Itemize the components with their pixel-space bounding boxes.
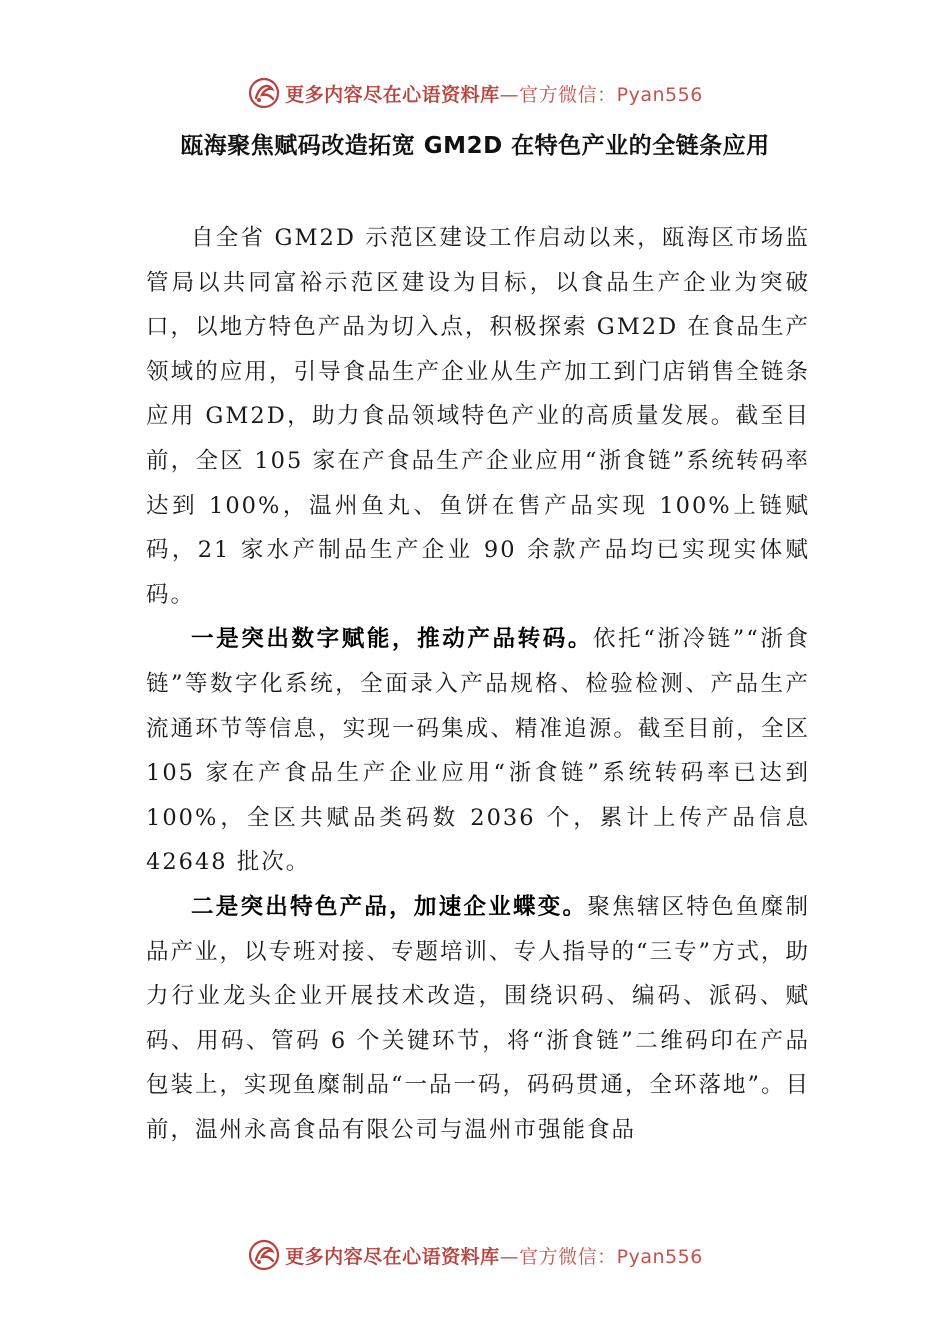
paragraph-lead: 一是突出数字赋能，推动产品转码。 [191,626,593,653]
document-body [146,216,810,1152]
header-watermark [0,76,950,110]
paragraph-text: 依托“浙冷链”“浙食链”等数字化系统，全面录入产品规格、检验检测、产品生产流通环节等信息，实现一码集成、精准追源。截至目前，全区 105 家在产食品生产企业应用“浙食链”系统转码率已达到 100%，全区共赋品类码数 2036 个，累计上传产品信息 42648 批次。 [146,626,810,876]
paragraph-specialty-products [146,885,810,1153]
stamp-logo-icon [247,76,281,110]
watermark-contact: —官方微信：Pyan556 [499,1245,703,1268]
paragraph-digital-empowerment [146,617,810,885]
watermark-contact: —官方微信：Pyan556 [499,83,703,106]
watermark-text: 更多内容尽在心语资料库 [285,83,500,106]
paragraph-text: 聚焦辖区特色鱼糜制品产业，以专班对接、专题培训、专人指导的“三专”方式，助力行业龙头企业开展技术改造，围绕识码、编码、派码、赋码、用码、管码 6 个关键环节，将“浙食链”二维码印在产品包装上，实现鱼糜制品“一品一码，码码贯通，全环落地”。目前，温州永高食品有限公司与温州市强能食品 [146,893,811,1143]
watermark-text: 更多内容尽在心语资料库 [285,1245,500,1268]
paragraph-intro [146,216,810,617]
stamp-logo-icon [247,1238,281,1272]
document-title: 瓯海聚焦赋码改造拓宽 GM2D 在特色产业的全链条应用 [180,133,770,159]
paragraph-text: 自全省 GM2D 示范区建设工作启动以来，瓯海区市场监管局以共同富裕示范区建设为目标，以食品生产企业为突破口，以地方特色产品为切入点，积极探索 GM2D 在食品生产领域的应用，引导食品生产企业从生产加工到门店销售全链条应用 GM2D，助力食品领域特色产业的高质量发展。截至目前，全区 105 家在产食品生产企业应用“浙食链”系统转码率达到 100%，温州鱼丸、鱼饼在售产品实现 100%上链赋码，21 家水产制品生产企业 90 余款产品均已实现实体赋码。 [146,225,810,608]
paragraph-lead: 二是突出特色产品，加速企业蝶变。 [191,893,588,920]
footer-watermark [0,1238,950,1272]
